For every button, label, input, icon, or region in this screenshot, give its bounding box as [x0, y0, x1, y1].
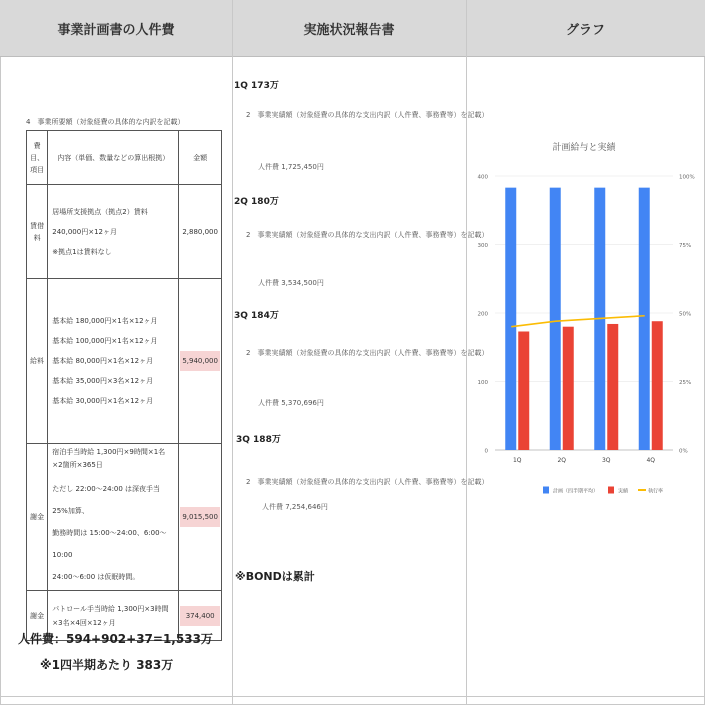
- bottom-border: [0, 696, 705, 697]
- y-tick-label-left: 200: [477, 311, 488, 318]
- y-tick-label-right: 25%: [679, 380, 692, 386]
- y-tick-label-right: 100%: [679, 174, 695, 181]
- row-line: ただし 22:00〜24:00 は深夜手当 25%加算、: [52, 485, 161, 515]
- bar: [607, 324, 618, 450]
- row-category: 謝金: [27, 591, 48, 641]
- amount-value-highlighted: 374,400: [180, 606, 220, 626]
- legend-label: 実績: [618, 488, 629, 495]
- y-tick-label-left: 100: [477, 380, 488, 386]
- bar: [652, 321, 663, 450]
- amount-value: 2,880,000: [182, 227, 218, 236]
- table-header-row: [27, 131, 222, 185]
- header-content: 内容（単価、数量などの算出根拠）: [48, 131, 179, 185]
- row-line: 居場所支援拠点（拠点2）賃料: [52, 207, 148, 216]
- y-tick-label-right: 50%: [679, 311, 692, 318]
- quarter-detail: 2 事業実績額（対象経費の具体的な支出内訳（人件費、事務費等）を記載）: [246, 478, 489, 486]
- column-divider: [232, 0, 233, 705]
- row-amount: [179, 444, 222, 591]
- header-report: 実施状況報告書: [303, 23, 395, 38]
- table-row: [27, 279, 222, 444]
- row-line: 240,000円×12ヶ月: [52, 227, 117, 236]
- row-amount: [179, 185, 222, 279]
- bar: [639, 188, 650, 450]
- header-category: 費目、項目: [27, 131, 48, 185]
- row-line: 宿泊手当時給 1,300円×9時間×1名×2箇所×365日: [52, 448, 166, 469]
- header-plan: 事業計画書の人件費: [57, 23, 175, 38]
- bar: [505, 188, 516, 450]
- per-quarter-note: ※1四半期あたり 383万: [40, 658, 174, 672]
- row-line: パトロール手当時給 1,300円×3時間×3名×4回×12ヶ月: [52, 604, 169, 627]
- series-line: [511, 316, 645, 327]
- budget-table: [26, 130, 222, 641]
- x-tick-label: 3Q: [601, 457, 611, 464]
- quarter-heading: 2Q 180万: [234, 197, 279, 207]
- header-graph: グラフ: [565, 23, 605, 38]
- cumulative-note: ※BONDは累計: [235, 570, 315, 583]
- header-amount: 金額: [179, 131, 222, 185]
- x-tick-label: 1Q: [512, 457, 522, 464]
- row-line: 基本給 100,000円×1名×12ヶ月: [52, 337, 158, 345]
- bar: [518, 331, 529, 450]
- y-tick-label-right: 0%: [679, 448, 688, 455]
- legend-label: 執行率: [648, 488, 664, 495]
- chart-title: 計画給与と実績: [552, 143, 616, 153]
- quarter-cost: 人件費 3,534,500円: [258, 279, 324, 287]
- amount-value-highlighted: 9,015,500: [180, 507, 220, 527]
- legend-label: 計画（四半期平均）: [553, 488, 599, 495]
- doc-caption: 4 事業所要額（対象経費の具体的な内訳を記載）: [26, 118, 185, 126]
- y-tick-label-left: 400: [477, 174, 488, 181]
- quarter-heading: 3Q 188万: [236, 435, 281, 445]
- legend-swatch: [608, 487, 614, 494]
- quarter-heading: 1Q 173万: [234, 81, 279, 91]
- row-category: 賃借料: [27, 185, 48, 279]
- amount-value-highlighted: 5,940,000: [180, 351, 220, 371]
- legend-swatch: [543, 487, 549, 494]
- bar: [563, 327, 574, 450]
- row-line: ※拠点1は賃料なし: [52, 247, 112, 256]
- row-line: 基本給 80,000円×1名×12ヶ月: [52, 357, 154, 365]
- row-amount: [179, 279, 222, 444]
- row-line: 勤務時間は 15:00〜24:00、6:00〜10:00: [52, 529, 167, 559]
- header-row: [0, 0, 705, 57]
- quarter-cost: 人件費 1,725,450円: [258, 163, 324, 171]
- x-tick-label: 4Q: [646, 457, 656, 464]
- row-content: [48, 279, 179, 444]
- row-content: [48, 444, 179, 591]
- chart: [467, 58, 705, 696]
- bar: [550, 188, 561, 450]
- row-category: 給料: [27, 279, 48, 444]
- x-tick-label: 2Q: [557, 457, 567, 464]
- row-line: 24:00〜6:00 は仮眠時間。: [52, 573, 140, 581]
- quarter-cost: 人件費 5,370,696円: [258, 399, 324, 407]
- row-line: 基本給 180,000円×1名×12ヶ月: [52, 317, 158, 325]
- row-line: 基本給 30,000円×1名×12ヶ月: [52, 397, 154, 405]
- y-tick-label-left: 0: [484, 448, 488, 455]
- quarter-detail: 2 事業実績額（対象経費の具体的な支出内訳（人件費、事務費等）を記載）: [246, 231, 489, 239]
- row-content: [48, 185, 179, 279]
- y-tick-label-left: 300: [477, 243, 488, 249]
- table-row: [27, 444, 222, 591]
- quarter-detail: 2 事業実績額（対象経費の具体的な支出内訳（人件費、事務費等）を記載）: [246, 111, 489, 119]
- row-category: 謝金: [27, 444, 48, 591]
- table-row: [27, 185, 222, 279]
- quarter-cost: 人件費 7,254,646円: [262, 503, 328, 511]
- quarter-heading: 3Q 184万: [234, 311, 279, 321]
- y-tick-label-right: 75%: [679, 243, 692, 249]
- labor-cost-total: 人件費：594+902+37=1,533万: [18, 632, 213, 646]
- quarter-detail: 2 事業実績額（対象経費の具体的な支出内訳（人件費、事務費等）を記載）: [246, 349, 489, 357]
- row-line: 基本給 35,000円×3名×12ヶ月: [52, 377, 154, 385]
